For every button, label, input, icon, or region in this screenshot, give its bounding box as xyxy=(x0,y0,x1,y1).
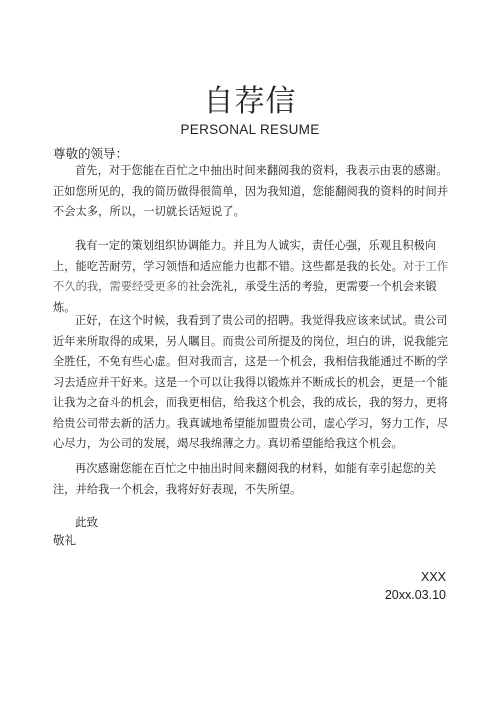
closing: 此致 xyxy=(75,515,98,529)
regards: 敬礼 xyxy=(53,533,76,547)
greeting: 尊敬的领导： xyxy=(53,146,129,161)
paragraph-thanks: 再次感谢您能在百忙之中抽出时间来翻阅我的材料，如能有幸引起您的关注，并给我一个机会，我将好好表现，不失所望。 xyxy=(53,462,437,496)
paragraph-intro: 首先，对于您能在百忙之中抽出时间来翻阅我的资料，我表示由衷的感谢。正如您所见的，我的简历做得很简单，因为我知道，您能翻阅我的资料的时间并不会太多，所以，一切就长话短说了。 xyxy=(53,164,449,218)
paragraph-abilities-part-2: 对于工作不久的我，需要经受更多的 xyxy=(53,259,449,293)
paragraph-abilities-part-3: 社会洗礼，承受生活的考验，更需要一个机会来锻炼。 xyxy=(53,280,437,314)
letter-subtitle: PERSONAL RESUME xyxy=(180,122,320,137)
signature-name: XXX xyxy=(420,570,446,584)
signature-date: 20xx.03.10 xyxy=(384,588,446,602)
letter-title: 自荐信 xyxy=(203,84,297,119)
paragraph-abilities-part-1: 我有一定的策划组织协调能力。并且为人诚实，责任心强，乐观且积极向上，能吃苦耐劳，学习领悟和适应能力也都不错。这些都是我的长处。 xyxy=(53,239,437,273)
paragraph-abilities xyxy=(53,236,449,318)
paragraph-opportunity: 正好，在这个时候，我看到了贵公司的招聘。我觉得我应该来试试。贵公司近年来所取得的成果，另人瞩目。而贵公司所提及的岗位，坦白的讲，说我能完全胜任，不免有些心虚。但对我而言，这是一个机会，我相信我能通过不断的学习去适应并干好来。这是一个可以让我得以锻炼并不断成长的机会，更是一个能让我为之奋斗的机会，而我更相信，给我这个机会，我的成长，我的努力，更将给贵公司带去新的活力。我真诚地希望能加盟贵公司，虚心学习，努力工作，尽心尽力，为公司的发展，竭尽我绵薄之力。真切希望能给我这个机会。 xyxy=(53,314,449,450)
